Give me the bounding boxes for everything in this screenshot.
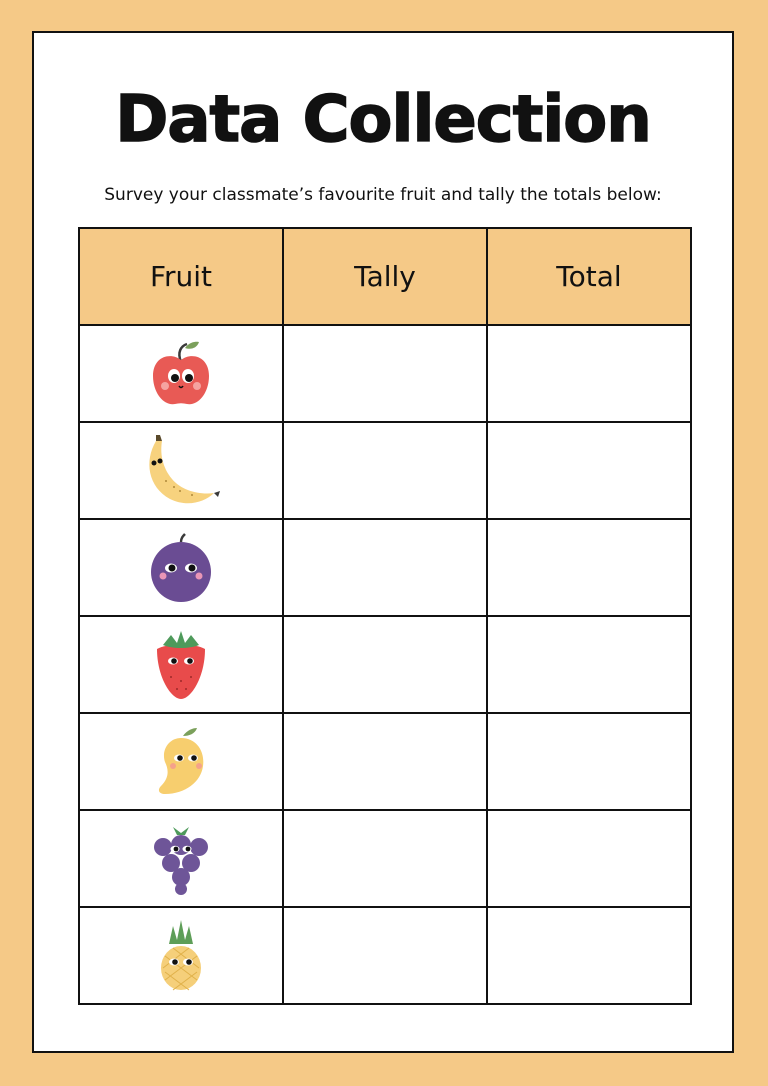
page-subtitle: Survey your classmate’s favourite fruit and tally the totals below: (104, 185, 662, 205)
table-row (79, 422, 691, 519)
worksheet (32, 31, 734, 1053)
header-fruit: Fruit (79, 228, 283, 325)
total-cell[interactable] (487, 810, 691, 907)
grapes-icon (141, 819, 221, 899)
header-total: Total (487, 228, 691, 325)
total-cell[interactable] (487, 325, 691, 422)
tally-cell[interactable] (283, 616, 487, 713)
fruit-cell (79, 325, 283, 422)
fruit-cell (79, 519, 283, 616)
fruit-cell (79, 616, 283, 713)
plum-icon (141, 528, 221, 608)
total-cell[interactable] (487, 616, 691, 713)
total-cell[interactable] (487, 422, 691, 519)
fruit-cell (79, 907, 283, 1004)
total-cell[interactable] (487, 519, 691, 616)
tally-cell[interactable] (283, 519, 487, 616)
tally-cell[interactable] (283, 810, 487, 907)
table-row (79, 810, 691, 907)
table-row (79, 616, 691, 713)
fruit-cell (79, 713, 283, 810)
tally-cell[interactable] (283, 907, 487, 1004)
table-row (79, 325, 691, 422)
banana-icon (136, 431, 226, 511)
table-row (79, 907, 691, 1004)
fruit-cell (79, 810, 283, 907)
apple-icon (141, 334, 221, 414)
total-cell[interactable] (487, 907, 691, 1004)
pineapple-icon (141, 916, 221, 996)
tally-table (78, 227, 692, 1005)
total-cell[interactable] (487, 713, 691, 810)
strawberry-icon (141, 625, 221, 705)
mango-icon (141, 722, 221, 802)
fruit-cell (79, 422, 283, 519)
tally-cell[interactable] (283, 325, 487, 422)
header-tally: Tally (283, 228, 487, 325)
tally-cell[interactable] (283, 713, 487, 810)
table-header-row (79, 228, 691, 325)
table-row (79, 519, 691, 616)
page-title: Data Collection (115, 83, 651, 157)
table-row (79, 713, 691, 810)
tally-cell[interactable] (283, 422, 487, 519)
